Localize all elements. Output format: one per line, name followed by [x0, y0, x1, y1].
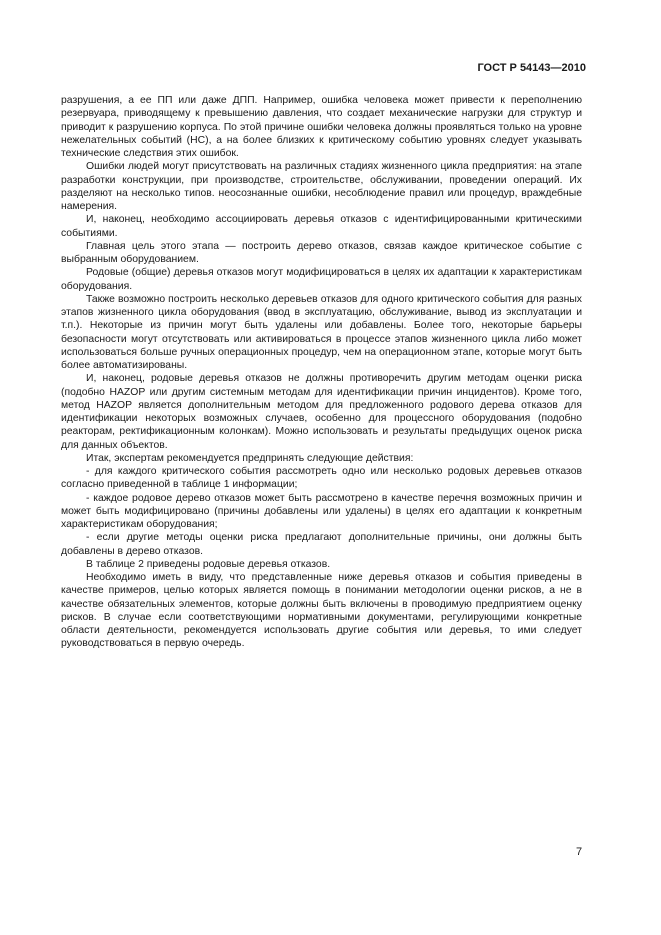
list-item: - для каждого критического события рассмотреть одно или несколько родовых деревьев отказов согласно приведенной в таблице 1 информации;: [61, 466, 582, 491]
paragraph: разрушения, а ее ПП или даже ДПП. Например, ошибка человека может привести к переполнению резервуара, приводящему к превышению давления, что создает механические нагрузки для структур и приводит к разрушению корпуса. По этой причине ошибки человека должны проявляться только на уровне нежелательных событий (НС), а на более близких к критическому событию уровнях следует указывать технические следствия этих ошибок.: [61, 95, 582, 159]
document-body: [61, 94, 582, 651]
paragraph: Ошибки людей могут присутствовать на различных стадиях жизненного цикла предприятия: на этапе разработки конструкции, при производстве, строительстве, обслуживании, проведении операций. Их разделяют на несколько типов. неосознанные ошибки, несоблюдение правил или процедур, враждебные намерения.: [61, 161, 582, 212]
paragraph: Итак, экспертам рекомендуется предпринять следующие действия:: [86, 452, 414, 464]
paragraph: В таблице 2 приведены родовые деревья отказов.: [86, 558, 331, 570]
list-item: - каждое родовое дерево отказов может быть рассмотрено в качестве перечня возможных причин и может быть модифицировано (причины добавлены или удалены) в целях его адаптации к конкретным характеристикам оборудования;: [61, 492, 582, 530]
list-item: - если другие методы оценки риска предлагают дополнительные причины, они должны быть добавлены в дерево отказов.: [61, 532, 582, 557]
paragraph: И, наконец, родовые деревья отказов не должны противоречить другим методам оценки риска (подобно HAZOP или другим системным методам для идентификации причин инцидентов). Кроме того, метод HAZOP является дополнительным методом для предложенного родового дерева отказов для идентификации некоторых возможных случаев, особенно для процессного оборудования (подобно реакторам, ректификационным колонкам). Можно использовать и результаты предыдущих оценок риска для данных объектов.: [61, 373, 582, 451]
paragraph: Родовые (общие) деревья отказов могут модифицироваться в целях их адаптации к характеристикам оборудования.: [61, 267, 582, 292]
paragraph: Необходимо иметь в виду, что представленные ниже деревья отказов и события приведены в качестве примеров, целью которых является помощь в понимании методологии оценки рисков, а не в качестве обязательных элементов, которые должны быть включены в проводимую предприятием оценку рисков. В случае если соответствующими нормативными документами, регулирующими конкретные области деятельности, рекомендуется использовать другие события или деревья, то ими следует руководствоваться в первую очередь.: [61, 572, 582, 650]
paragraph: Главная цель этого этапа — построить дерево отказов, связав каждое критическое событие с выбранным оборудованием.: [61, 240, 582, 265]
paragraph: Также возможно построить несколько деревьев отказов для одного критического события для разных этапов жизненного цикла оборудования (ввод в эксплуатацию, обслуживание, вывод из эксплуатации и т.п.). Некоторые из причин могут быть удалены или добавлены. Более того, некоторые барьеры безопасности могут отсутствовать или активироваться в процессе этапов жизненного цикла либо может использоваться больше ручных операционных процедур, чем на операционном этапе, которые могут быть более автоматизированы.: [61, 293, 582, 371]
paragraph: И, наконец, необходимо ассоциировать деревья отказов с идентифицированными критическими событиями.: [61, 214, 582, 239]
page-number: 7: [576, 846, 583, 858]
document-header: ГОСТ Р 54143—2010: [477, 62, 586, 74]
